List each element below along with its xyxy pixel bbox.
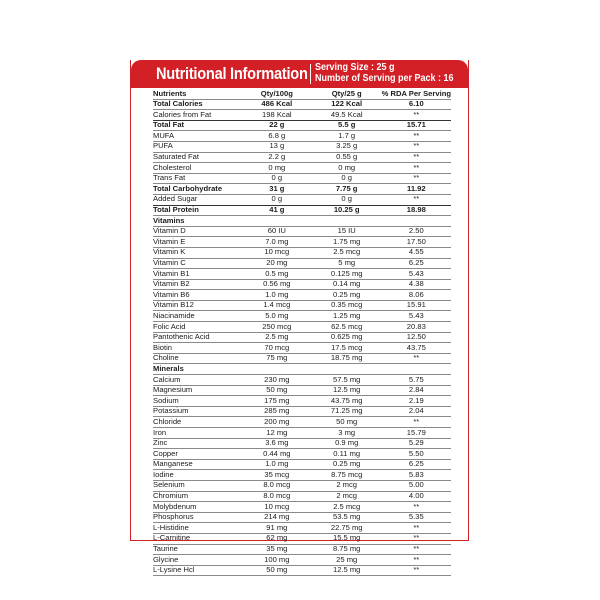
qty-per-100g: 6.8 g — [242, 131, 312, 142]
rda-percent: ** — [382, 502, 451, 513]
nutrient-name: Molybdenum — [153, 502, 242, 513]
nutrient-name: Vitamin C — [153, 258, 242, 269]
table-row — [153, 311, 451, 322]
qty-per-100g: 230 mg — [242, 375, 312, 386]
nutrient-name: Vitamin B1 — [153, 269, 242, 280]
qty-per-100g: 13 g — [242, 141, 312, 152]
section-heading-row — [153, 216, 451, 227]
qty-per-serving: 2.5 mcg — [312, 247, 382, 258]
rda-percent: ** — [382, 417, 451, 428]
table-row — [153, 173, 451, 184]
table-row — [153, 237, 451, 248]
qty-per-serving: 0.625 mg — [312, 332, 382, 343]
serving-size: Serving Size : 25 g — [315, 62, 395, 73]
rda-percent: ** — [382, 544, 451, 555]
qty-per-serving: 1.7 g — [312, 131, 382, 142]
qty-per-serving: 5 mg — [312, 258, 382, 269]
nutrient-name: Vitamin B12 — [153, 300, 242, 311]
rda-percent: ** — [382, 533, 451, 544]
nutrition-table — [153, 89, 451, 576]
qty-per-100g: 20 mg — [242, 258, 312, 269]
rda-percent: ** — [382, 141, 451, 152]
qty-per-100g: 1.0 mg — [242, 459, 312, 470]
qty-per-100g: 1.0 mg — [242, 290, 312, 301]
nutrient-name: Trans Fat — [153, 173, 242, 184]
table-row — [153, 470, 451, 481]
rda-percent: ** — [382, 152, 451, 163]
rda-percent: ** — [382, 523, 451, 534]
nutrient-name: L-Carnitine — [153, 533, 242, 544]
nutrient-name: Iodine — [153, 470, 242, 481]
qty-per-serving: 57.5 mg — [312, 375, 382, 386]
qty-per-serving: 5.5 g — [312, 120, 382, 131]
qty-per-100g: 0.56 mg — [242, 279, 312, 290]
nutrient-name: PUFA — [153, 141, 242, 152]
rda-percent: 18.98 — [382, 205, 451, 216]
qty-per-serving — [312, 216, 382, 227]
table-row — [153, 353, 451, 364]
rda-percent: 5.35 — [382, 512, 451, 523]
table-body — [153, 99, 451, 576]
qty-per-serving: 10.25 g — [312, 205, 382, 216]
qty-per-100g: 75 mg — [242, 353, 312, 364]
table-row — [153, 99, 451, 110]
qty-per-100g: 250 mcg — [242, 322, 312, 333]
table-row — [153, 565, 451, 576]
nutrient-name: Total Calories — [153, 99, 242, 110]
table-row — [153, 332, 451, 343]
qty-per-serving: 8.75 mg — [312, 544, 382, 555]
qty-per-serving: 0 g — [312, 173, 382, 184]
table-row — [153, 491, 451, 502]
qty-per-serving: 0.25 mg — [312, 290, 382, 301]
qty-per-100g: 175 mg — [242, 396, 312, 407]
nutrient-name: Glycine — [153, 555, 242, 566]
nutrient-name: Saturated Fat — [153, 152, 242, 163]
panel-header — [131, 60, 468, 88]
qty-per-100g: 8.0 mcg — [242, 491, 312, 502]
qty-per-serving: 2 mcg — [312, 491, 382, 502]
qty-per-serving: 12.5 mg — [312, 565, 382, 576]
qty-per-serving: 0.125 mg — [312, 269, 382, 280]
qty-per-100g: 50 mg — [242, 385, 312, 396]
qty-per-serving: 1.75 mg — [312, 237, 382, 248]
nutrient-name: L-Histidine — [153, 523, 242, 534]
table-row — [153, 194, 451, 205]
panel-title: Nutritional Information — [156, 64, 308, 83]
table-row — [153, 290, 451, 301]
qty-per-100g: 10 mcg — [242, 502, 312, 513]
qty-per-100g: 12 mg — [242, 428, 312, 439]
qty-per-100g: 35 mg — [242, 544, 312, 555]
qty-per-serving: 0.14 mg — [312, 279, 382, 290]
qty-per-serving: 17.5 mcg — [312, 343, 382, 354]
qty-per-100g: 0.5 mg — [242, 269, 312, 280]
rda-percent: ** — [382, 110, 451, 121]
qty-per-serving: 43.75 mg — [312, 396, 382, 407]
table-row — [153, 385, 451, 396]
serving-info — [315, 62, 454, 84]
qty-per-serving: 0.9 mg — [312, 438, 382, 449]
table-row — [153, 152, 451, 163]
table-row — [153, 141, 451, 152]
qty-per-100g: 2.5 mg — [242, 332, 312, 343]
qty-per-serving: 62.5 mcg — [312, 322, 382, 333]
nutrient-name: Magnesium — [153, 385, 242, 396]
nutrient-name: Taurine — [153, 544, 242, 555]
column-header-qty100: Qty/100g — [242, 89, 312, 99]
qty-per-100g: 214 mg — [242, 512, 312, 523]
qty-per-serving: 25 mg — [312, 555, 382, 566]
qty-per-serving: 50 mg — [312, 417, 382, 428]
qty-per-100g: 0 g — [242, 173, 312, 184]
qty-per-serving: 71.25 mg — [312, 406, 382, 417]
rda-percent: 11.92 — [382, 184, 451, 195]
qty-per-serving: 122 Kcal — [312, 99, 382, 110]
qty-per-serving: 0.11 mg — [312, 449, 382, 460]
section-heading-row — [153, 364, 451, 375]
qty-per-100g: 3.6 mg — [242, 438, 312, 449]
qty-per-100g: 100 mg — [242, 555, 312, 566]
qty-per-100g: 2.2 g — [242, 152, 312, 163]
qty-per-100g — [242, 364, 312, 375]
rda-percent: ** — [382, 163, 451, 174]
qty-per-100g: 50 mg — [242, 565, 312, 576]
table-row — [153, 163, 451, 174]
nutrient-name: Choline — [153, 353, 242, 364]
qty-per-serving — [312, 364, 382, 375]
nutrient-name: Iron — [153, 428, 242, 439]
rda-percent — [382, 216, 451, 227]
qty-per-serving: 18.75 mg — [312, 353, 382, 364]
table-header-row — [153, 89, 451, 99]
rda-percent: 5.75 — [382, 375, 451, 386]
qty-per-100g: 35 mcg — [242, 470, 312, 481]
rda-percent: 2.84 — [382, 385, 451, 396]
qty-per-100g: 200 mg — [242, 417, 312, 428]
rda-percent: 2.50 — [382, 226, 451, 237]
qty-per-serving: 53.5 mg — [312, 512, 382, 523]
rda-percent: 6.25 — [382, 459, 451, 470]
rda-percent: ** — [382, 555, 451, 566]
qty-per-100g: 8.0 mcg — [242, 480, 312, 491]
qty-per-100g: 7.0 mg — [242, 237, 312, 248]
nutrient-name: Phosphorus — [153, 512, 242, 523]
table-row — [153, 406, 451, 417]
table-row — [153, 269, 451, 280]
rda-percent: 5.29 — [382, 438, 451, 449]
table-row — [153, 449, 451, 460]
rda-percent: ** — [382, 173, 451, 184]
table-row — [153, 533, 451, 544]
qty-per-100g: 0 mg — [242, 163, 312, 174]
rda-percent — [382, 364, 451, 375]
qty-per-100g: 22 g — [242, 120, 312, 131]
qty-per-serving: 1.25 mg — [312, 311, 382, 322]
qty-per-100g: 41 g — [242, 205, 312, 216]
rda-percent: 4.55 — [382, 247, 451, 258]
qty-per-serving: 3 mg — [312, 428, 382, 439]
table-row — [153, 226, 451, 237]
rda-percent: 5.50 — [382, 449, 451, 460]
qty-per-100g — [242, 216, 312, 227]
table-row — [153, 438, 451, 449]
rda-percent: 17.50 — [382, 237, 451, 248]
rda-percent: ** — [382, 565, 451, 576]
servings-per-pack: Number of Serving per Pack : 16 — [315, 73, 454, 84]
nutrient-name: Cholesterol — [153, 163, 242, 174]
qty-per-100g: 0 g — [242, 194, 312, 205]
nutrient-name: Potassium — [153, 406, 242, 417]
rda-percent: 15.79 — [382, 428, 451, 439]
qty-per-100g: 1.4 mcg — [242, 300, 312, 311]
table-row — [153, 480, 451, 491]
nutrient-name: Minerals — [153, 364, 242, 375]
rda-percent: ** — [382, 194, 451, 205]
qty-per-serving: 2 mcg — [312, 480, 382, 491]
table-row — [153, 459, 451, 470]
table-row — [153, 184, 451, 195]
table-row — [153, 523, 451, 534]
nutrient-name: Vitamin E — [153, 237, 242, 248]
nutrient-name: Chloride — [153, 417, 242, 428]
nutrient-name: Total Carbohydrate — [153, 184, 242, 195]
qty-per-100g: 285 mg — [242, 406, 312, 417]
rda-percent: 2.04 — [382, 406, 451, 417]
qty-per-serving: 0 mg — [312, 163, 382, 174]
nutrient-name: Folic Acid — [153, 322, 242, 333]
rda-percent: 6.10 — [382, 99, 451, 110]
rda-percent: 2.19 — [382, 396, 451, 407]
qty-per-serving: 7.75 g — [312, 184, 382, 195]
table-row — [153, 343, 451, 354]
column-header-nutrients: Nutrients — [153, 89, 242, 99]
table-row — [153, 110, 451, 121]
qty-per-serving: 0.35 mcg — [312, 300, 382, 311]
qty-per-serving: 0.25 mg — [312, 459, 382, 470]
rda-percent: 5.43 — [382, 269, 451, 280]
table-row — [153, 502, 451, 513]
table-row — [153, 322, 451, 333]
table-row — [153, 555, 451, 566]
nutrient-name: Added Sugar — [153, 194, 242, 205]
column-header-rda: % RDA Per Serving — [381, 88, 451, 98]
nutrient-name: Chromium — [153, 491, 242, 502]
table-row — [153, 120, 451, 131]
qty-per-100g: 31 g — [242, 184, 312, 195]
nutrient-name: Calories from Fat — [153, 110, 242, 121]
rda-percent: 5.43 — [382, 311, 451, 322]
rda-percent: ** — [382, 131, 451, 142]
rda-percent: 15.91 — [382, 300, 451, 311]
nutrition-panel — [130, 60, 469, 575]
table-row — [153, 417, 451, 428]
nutrient-name: Biotin — [153, 343, 242, 354]
qty-per-serving: 12.5 mg — [312, 385, 382, 396]
qty-per-100g: 70 mcg — [242, 343, 312, 354]
table-row — [153, 512, 451, 523]
rda-percent: 5.83 — [382, 470, 451, 481]
nutrient-name: Pantothenic Acid — [153, 332, 242, 343]
nutrient-name: Niacinamide — [153, 311, 242, 322]
table-row — [153, 247, 451, 258]
nutrient-name: Vitamin B6 — [153, 290, 242, 301]
rda-percent: 15.71 — [382, 120, 451, 131]
nutrient-name: Sodium — [153, 396, 242, 407]
rda-percent: 5.00 — [382, 480, 451, 491]
nutrient-name: Vitamin D — [153, 226, 242, 237]
qty-per-serving: 3.25 g — [312, 141, 382, 152]
nutrient-name: L-Lysine Hcl — [153, 565, 242, 576]
qty-per-100g: 91 mg — [242, 523, 312, 534]
table-row — [153, 300, 451, 311]
nutrient-name: Total Protein — [153, 205, 242, 216]
qty-per-serving: 0.55 g — [312, 152, 382, 163]
table-row — [153, 428, 451, 439]
qty-per-100g: 0.44 mg — [242, 449, 312, 460]
rda-percent: ** — [382, 353, 451, 364]
nutrient-name: Selenium — [153, 480, 242, 491]
nutrient-name: Total Fat — [153, 120, 242, 131]
rda-percent: 6.25 — [382, 258, 451, 269]
qty-per-serving: 15.5 mg — [312, 533, 382, 544]
qty-per-100g: 5.0 mg — [242, 311, 312, 322]
rda-percent: 8.06 — [382, 290, 451, 301]
qty-per-100g: 62 mg — [242, 533, 312, 544]
qty-per-serving: 2.5 mcg — [312, 502, 382, 513]
table-row — [153, 131, 451, 142]
qty-per-serving: 8.75 mcg — [312, 470, 382, 481]
rda-percent: 4.00 — [382, 491, 451, 502]
nutrient-name: Vitamin B2 — [153, 279, 242, 290]
qty-per-100g: 486 Kcal — [242, 99, 312, 110]
header-divider — [310, 64, 311, 84]
table-row — [153, 375, 451, 386]
nutrient-name: Vitamin K — [153, 247, 242, 258]
table-row — [153, 396, 451, 407]
nutrient-name: Manganese — [153, 459, 242, 470]
nutrient-name: Zinc — [153, 438, 242, 449]
qty-per-100g: 10 mcg — [242, 247, 312, 258]
table-row — [153, 205, 451, 216]
qty-per-100g: 198 Kcal — [242, 110, 312, 121]
table-row — [153, 544, 451, 555]
nutrient-name: Vitamins — [153, 216, 242, 227]
nutrient-name: Copper — [153, 449, 242, 460]
rda-percent: 20.83 — [382, 322, 451, 333]
rda-percent: 4.38 — [382, 279, 451, 290]
qty-per-serving: 0 g — [312, 194, 382, 205]
column-header-qty25: Qty/25 g — [312, 89, 382, 99]
rda-percent: 12.50 — [382, 332, 451, 343]
qty-per-100g: 60 IU — [242, 226, 312, 237]
rda-percent: 43.75 — [382, 343, 451, 354]
qty-per-serving: 49.5 Kcal — [312, 110, 382, 121]
table-row — [153, 258, 451, 269]
table-row — [153, 279, 451, 290]
nutrient-name: Calcium — [153, 375, 242, 386]
nutrient-name: MUFA — [153, 131, 242, 142]
qty-per-serving: 15 IU — [312, 226, 382, 237]
qty-per-serving: 22.75 mg — [312, 523, 382, 534]
